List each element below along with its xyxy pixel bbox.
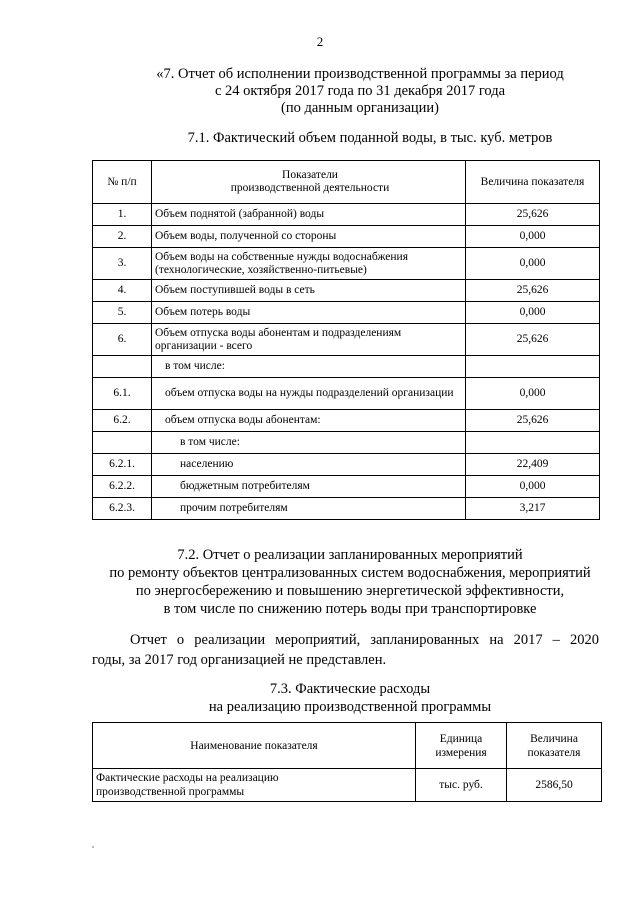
header-value: Величина показателя — [466, 161, 600, 204]
header-value-line-1: Величина — [530, 732, 578, 745]
expenses-header-row — [93, 723, 602, 769]
row-label-line-2: производственной программы — [96, 786, 245, 798]
table-row — [93, 769, 602, 802]
row-value — [466, 356, 600, 378]
row-label: Объем поднятой (забранной) воды — [152, 204, 466, 226]
header-indicator — [152, 161, 466, 204]
table-row — [93, 226, 600, 248]
row-label: Объем потерь воды — [152, 302, 466, 324]
row-value: 25,626 — [466, 204, 600, 226]
header-indicator-line-2: производственной деятельности — [230, 182, 390, 194]
row-value — [466, 432, 600, 454]
row-value: 0,000 — [466, 476, 600, 498]
row-value: 25,626 — [466, 280, 600, 302]
page-number: 2 — [316, 34, 324, 49]
row-label: объем отпуска воды абонентам: — [152, 410, 466, 432]
row-value: 0,000 — [466, 248, 600, 280]
row-label: Объем поступившей воды в сеть — [152, 280, 466, 302]
row-value: 0,000 — [466, 378, 600, 410]
section-7-2-heading — [60, 546, 640, 618]
row-unit: тыс. руб. — [416, 769, 507, 802]
row-num: 1. — [93, 204, 152, 226]
section-7-2-line-4: в том числе по снижению потерь воды при транспортировке — [163, 601, 537, 617]
report-title — [90, 66, 630, 117]
row-label: объем отпуска воды на нужды подразделений организации — [152, 378, 466, 410]
row-label: в том числе: — [152, 356, 466, 378]
table-row — [93, 248, 600, 280]
section-7-3-heading — [60, 680, 640, 716]
scan-speck — [92, 846, 94, 848]
row-label — [93, 769, 416, 802]
row-num: 6.2.3. — [93, 498, 152, 520]
table-row — [93, 324, 600, 356]
section-7-2-paragraph — [92, 630, 599, 670]
paragraph-line-2: годы, за 2017 год организацией не представлен. — [92, 652, 387, 668]
table-row — [93, 432, 600, 454]
row-label: Объем отпуска воды абонентам и подразделениям организации - всего — [152, 324, 466, 356]
row-value: 25,626 — [466, 410, 600, 432]
header-value-line-2: показателя — [527, 746, 581, 759]
row-label-line-1: Фактические расходы на реализацию — [96, 772, 279, 784]
header-num: № п/п — [93, 161, 152, 204]
table-row — [93, 356, 600, 378]
header-indicator-line-1: Показатели — [282, 169, 338, 181]
row-num: 2. — [93, 226, 152, 248]
row-value: 2586,50 — [507, 769, 602, 802]
paragraph-line-1: Отчет о реализации мероприятий, запланированных на 2017 – 2020 — [130, 632, 599, 648]
report-title-line-2: с 24 октября 2017 года по 31 декабря 2017 года — [214, 83, 506, 99]
header-value — [507, 723, 602, 769]
row-num: 6.2. — [93, 410, 152, 432]
section-7-2-line-3: по энергосбережению и повышению энергетической эффективности, — [135, 583, 565, 599]
row-label: Объем воды на собственные нужды водоснабжения (технологические, хозяйственно-питьевые) — [152, 248, 466, 280]
row-value: 25,626 — [466, 324, 600, 356]
report-title-line-3: (по данным организации) — [280, 100, 439, 116]
section-7-2-line-2: по ремонту объектов централизованных систем водоснабжения, мероприятий — [109, 565, 591, 581]
section-7-2-line-1: 7.2. Отчет о реализации запланированных мероприятий — [177, 547, 523, 563]
row-num: 6.1. — [93, 378, 152, 410]
header-unit-line-1: Единица — [439, 732, 483, 745]
table-row — [93, 454, 600, 476]
expenses-table — [92, 722, 602, 802]
row-num: 5. — [93, 302, 152, 324]
row-label: Объем воды, полученной со стороны — [152, 226, 466, 248]
table-row — [93, 302, 600, 324]
row-num: 6.2.1. — [93, 454, 152, 476]
table-row — [93, 410, 600, 432]
section-7-1-heading: 7.1. Фактический объем поданной воды, в тыс. куб. метров — [187, 130, 553, 146]
table-row — [93, 378, 600, 410]
water-volume-table — [92, 160, 600, 520]
row-value: 0,000 — [466, 302, 600, 324]
table-row — [93, 204, 600, 226]
row-num: 4. — [93, 280, 152, 302]
row-label: бюджетным потребителям — [152, 476, 466, 498]
table-row — [93, 280, 600, 302]
row-label: населению — [152, 454, 466, 476]
report-title-line-1: «7. Отчет об исполнении производственной программы за период — [156, 66, 564, 82]
table-row — [93, 498, 600, 520]
row-num: 6.2.2. — [93, 476, 152, 498]
row-value: 3,217 — [466, 498, 600, 520]
table-row — [93, 476, 600, 498]
header-unit — [416, 723, 507, 769]
header-name: Наименование показателя — [93, 723, 416, 769]
table-header-row — [93, 161, 600, 204]
header-unit-line-2: измерения — [435, 746, 487, 759]
row-num — [93, 432, 152, 454]
row-num: 6. — [93, 324, 152, 356]
row-value: 0,000 — [466, 226, 600, 248]
row-num — [93, 356, 152, 378]
row-num: 3. — [93, 248, 152, 280]
row-label: прочим потребителям — [152, 498, 466, 520]
section-7-3-line-1: 7.3. Фактические расходы — [269, 681, 431, 697]
section-7-3-line-2: на реализацию производственной программы — [208, 699, 492, 715]
row-value: 22,409 — [466, 454, 600, 476]
row-label: в том числе: — [152, 432, 466, 454]
